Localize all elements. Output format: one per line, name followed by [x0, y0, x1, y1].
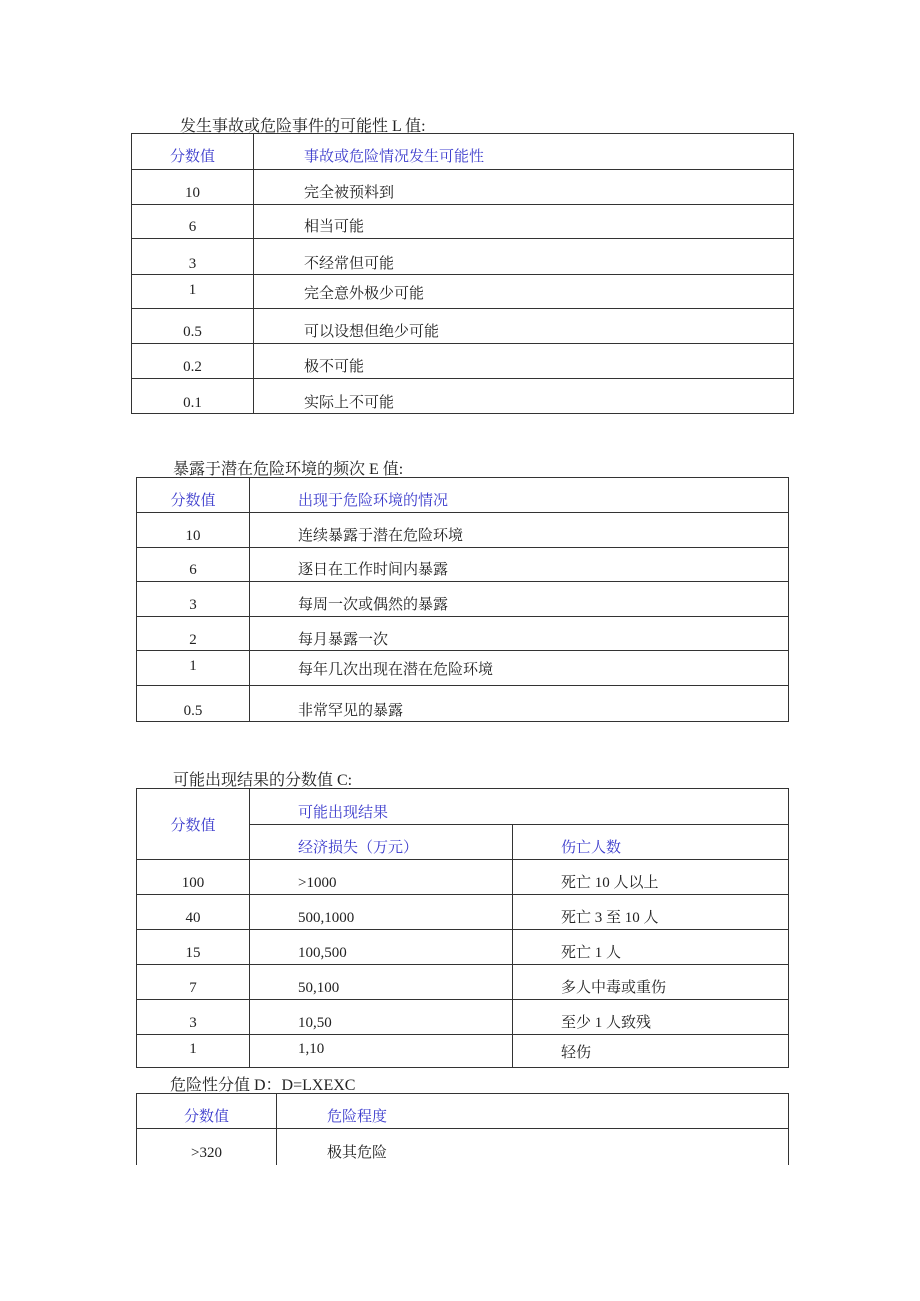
casualty-cell: 至少 1 人致残 — [513, 1000, 789, 1035]
header-likelihood: 事故或危险情况发生可能性 — [254, 134, 794, 170]
table-header-row — [137, 478, 789, 513]
table-row — [132, 309, 794, 344]
table-row — [137, 1000, 789, 1035]
score-cell: 0.2 — [132, 344, 254, 379]
score-cell: 1 — [137, 1035, 250, 1068]
table-l-caption: 发生事故或危险事件的可能性 L 值: — [180, 118, 426, 135]
table-header-row — [137, 789, 789, 825]
description-cell: 逐日在工作时间内暴露 — [250, 548, 789, 582]
table-row — [137, 513, 789, 548]
table-row — [137, 617, 789, 651]
loss-cell: 500,1000 — [250, 895, 513, 930]
score-cell: 10 — [137, 513, 250, 548]
table-row — [137, 895, 789, 930]
casualty-cell: 死亡 10 人以上 — [513, 860, 789, 895]
score-cell: 10 — [132, 170, 254, 205]
casualty-cell: 多人中毒或重伤 — [513, 965, 789, 1000]
score-cell: 0.5 — [132, 309, 254, 344]
score-cell: 3 — [137, 582, 250, 617]
table-row — [132, 275, 794, 309]
score-cell: >320 — [137, 1129, 277, 1165]
header-casualties: 伤亡人数 — [513, 825, 789, 860]
score-cell: 15 — [137, 930, 250, 965]
table-row — [132, 239, 794, 275]
header-danger-level: 危险程度 — [277, 1094, 789, 1129]
casualty-cell: 死亡 3 至 10 人 — [513, 895, 789, 930]
score-cell: 7 — [137, 965, 250, 1000]
table-row — [132, 379, 794, 414]
score-cell: 3 — [132, 239, 254, 275]
danger-level-cell: 极其危险 — [277, 1129, 789, 1165]
header-economic-loss: 经济损失（万元） — [250, 825, 513, 860]
description-cell: 实际上不可能 — [254, 379, 794, 414]
table-row — [137, 651, 789, 686]
table-d-caption: 危险性分值 D：D=LXEXC — [170, 1077, 356, 1094]
description-cell: 不经常但可能 — [254, 239, 794, 275]
table-row — [137, 582, 789, 617]
table-row — [137, 930, 789, 965]
loss-cell: >1000 — [250, 860, 513, 895]
table-row — [137, 860, 789, 895]
table-row — [132, 205, 794, 239]
description-cell: 极不可能 — [254, 344, 794, 379]
loss-cell: 50,100 — [250, 965, 513, 1000]
description-cell: 完全意外极少可能 — [254, 275, 794, 309]
loss-cell: 1,10 — [250, 1035, 513, 1068]
description-cell: 相当可能 — [254, 205, 794, 239]
table-danger — [136, 1093, 789, 1165]
table-e-caption: 暴露于潜在危险环境的频次 E 值: — [173, 461, 404, 478]
table-row — [132, 344, 794, 379]
score-cell: 6 — [137, 548, 250, 582]
header-score: 分数值 — [132, 134, 254, 170]
header-score: 分数值 — [137, 478, 250, 513]
loss-cell: 100,500 — [250, 930, 513, 965]
header-possible-results: 可能出现结果 — [250, 789, 789, 825]
description-cell: 每年几次出现在潜在危险环境 — [250, 651, 789, 686]
table-row — [137, 1035, 789, 1068]
table-likelihood — [131, 133, 794, 414]
header-score: 分数值 — [137, 789, 250, 860]
loss-cell: 10,50 — [250, 1000, 513, 1035]
casualty-cell: 轻伤 — [513, 1035, 789, 1068]
description-cell: 可以设想但绝少可能 — [254, 309, 794, 344]
score-cell: 6 — [132, 205, 254, 239]
table-row — [132, 170, 794, 205]
table-row — [137, 965, 789, 1000]
score-cell: 2 — [137, 617, 250, 651]
score-cell: 100 — [137, 860, 250, 895]
header-exposure: 出现于危险环境的情况 — [250, 478, 789, 513]
description-cell: 非常罕见的暴露 — [250, 686, 789, 722]
description-cell: 连续暴露于潜在危险环境 — [250, 513, 789, 548]
table-header-row — [132, 134, 794, 170]
score-cell: 40 — [137, 895, 250, 930]
score-cell: 1 — [132, 275, 254, 309]
table-row — [137, 548, 789, 582]
description-cell: 每月暴露一次 — [250, 617, 789, 651]
table-row — [137, 1129, 789, 1165]
description-cell: 完全被预料到 — [254, 170, 794, 205]
score-cell: 0.5 — [137, 686, 250, 722]
table-c-caption: 可能出现结果的分数值 C: — [173, 772, 353, 789]
table-header-row — [137, 1094, 789, 1129]
table-consequence — [136, 788, 789, 1068]
header-score: 分数值 — [137, 1094, 277, 1129]
casualty-cell: 死亡 1 人 — [513, 930, 789, 965]
table-exposure — [136, 477, 789, 722]
table-row — [137, 686, 789, 722]
description-cell: 每周一次或偶然的暴露 — [250, 582, 789, 617]
score-cell: 1 — [137, 651, 250, 686]
score-cell: 0.1 — [132, 379, 254, 414]
score-cell: 3 — [137, 1000, 250, 1035]
